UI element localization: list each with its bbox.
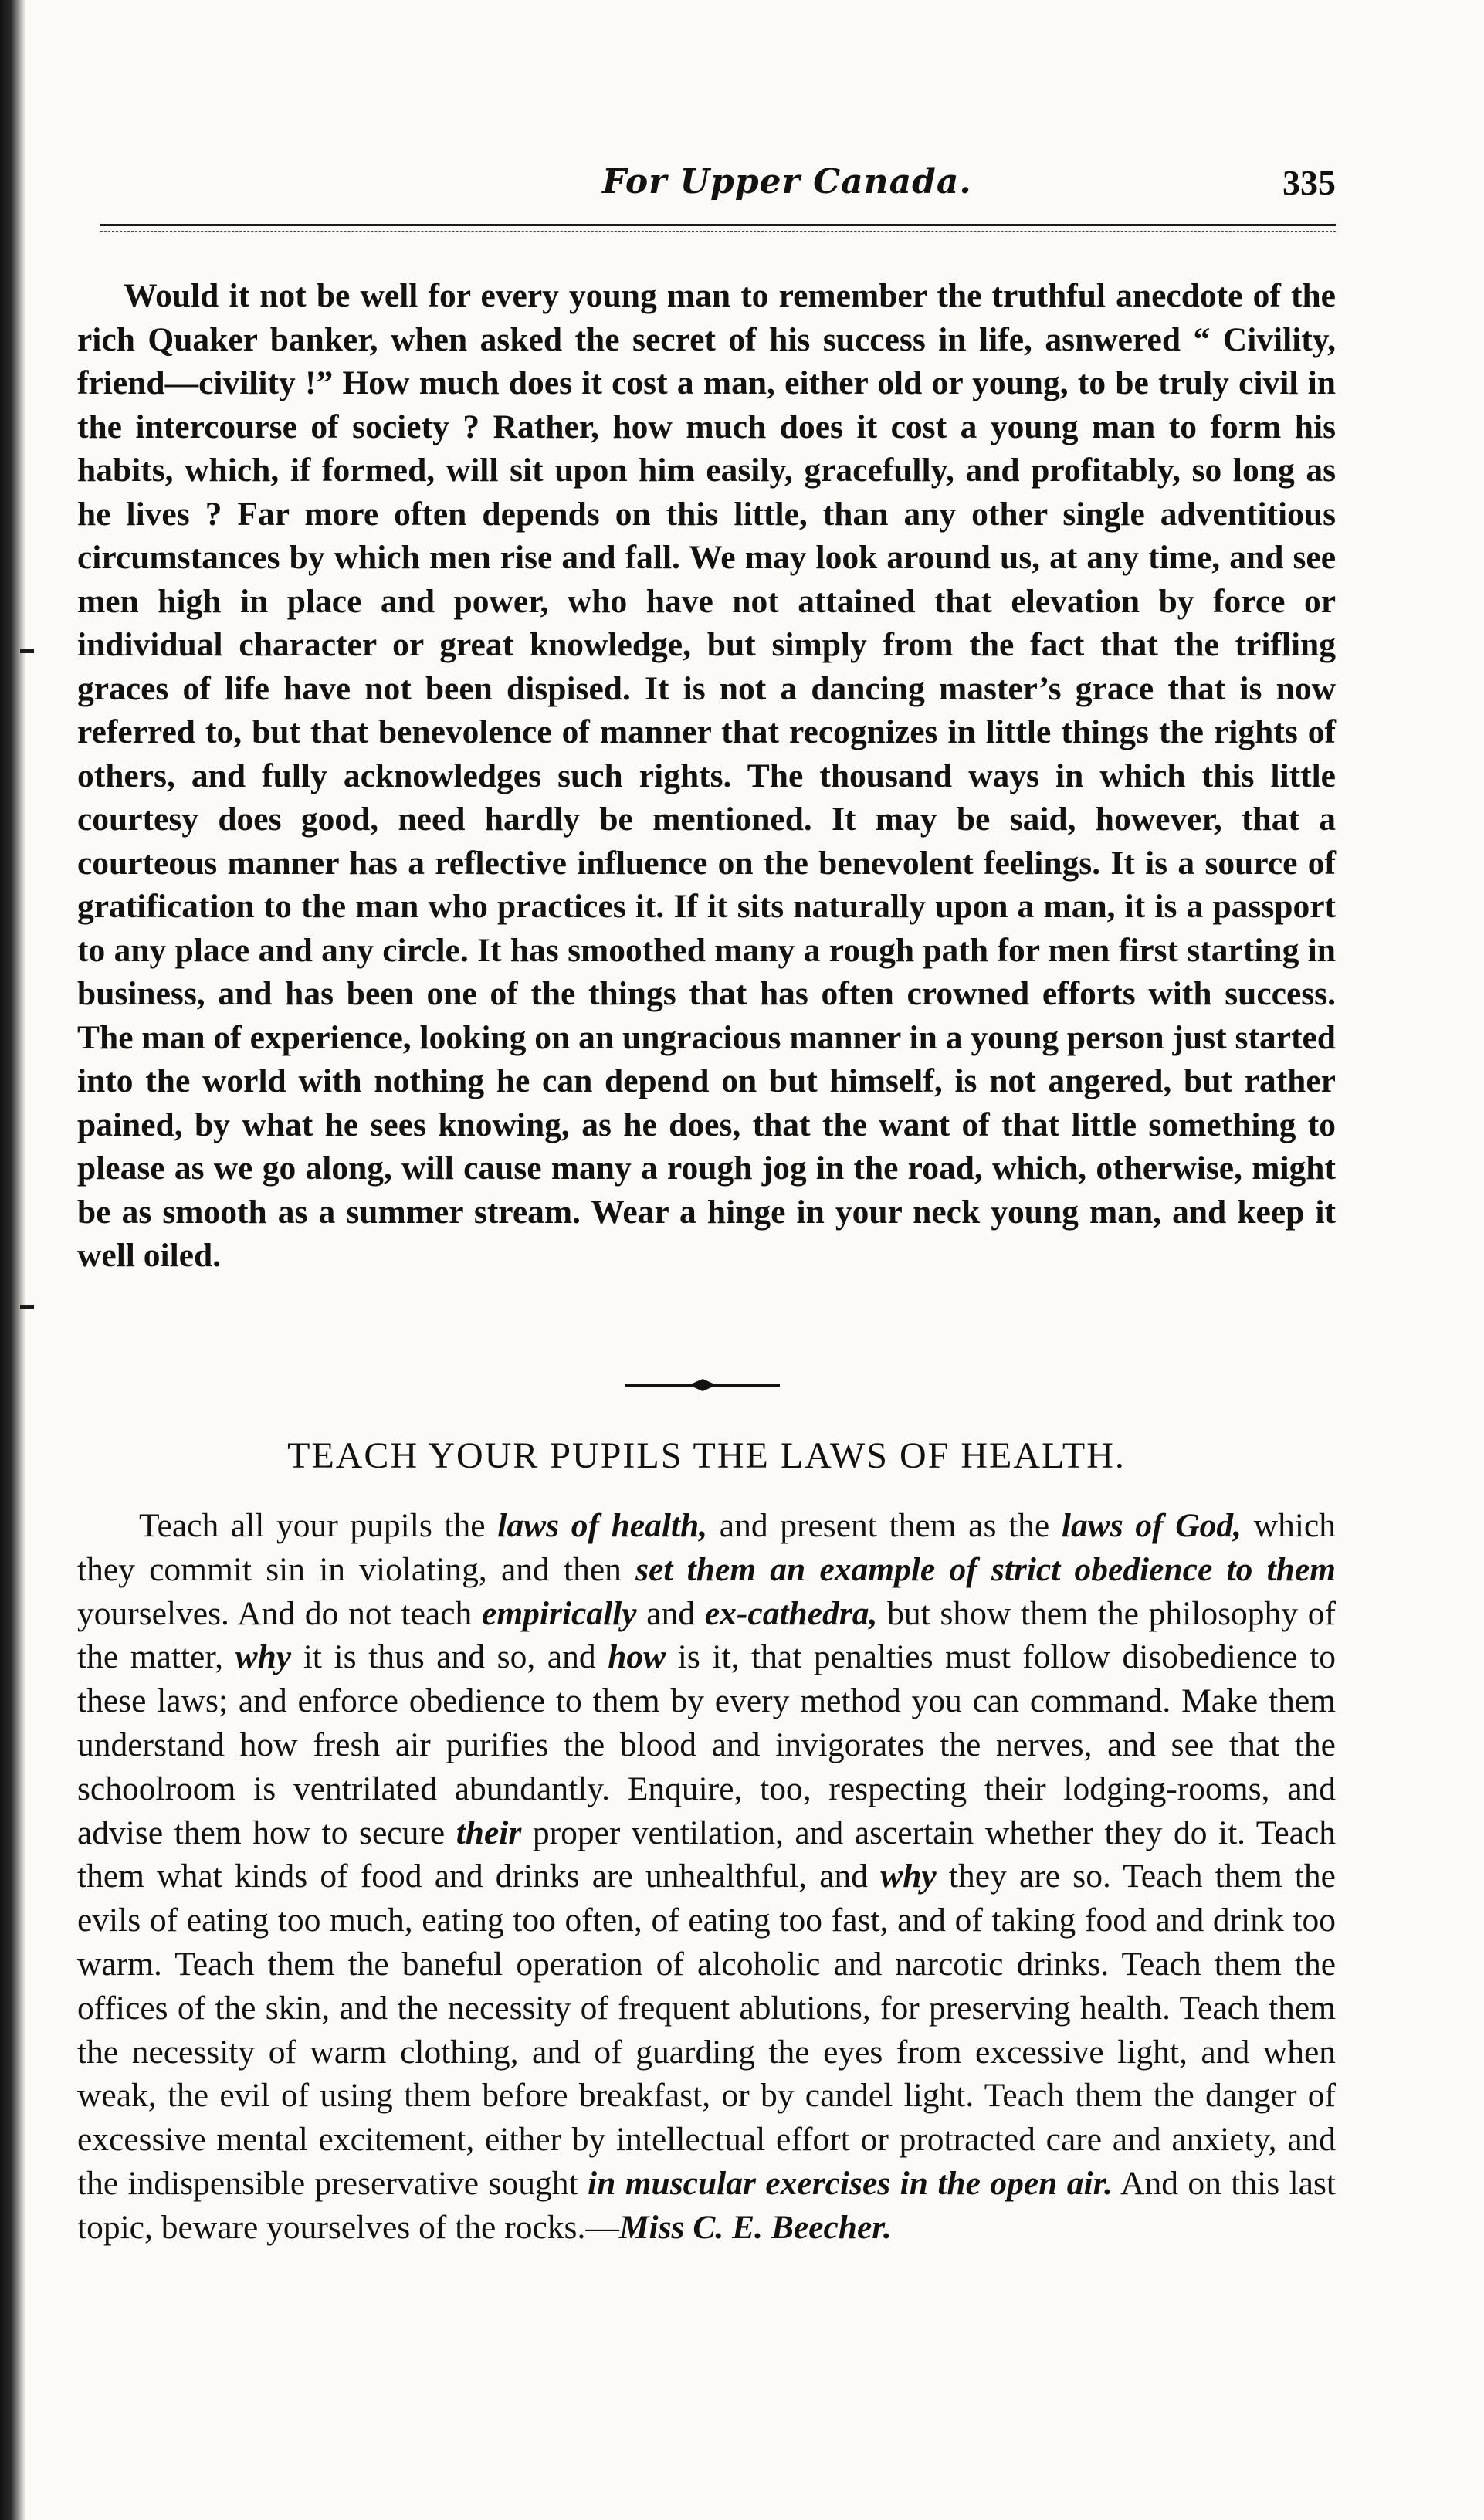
page-header — [100, 162, 1336, 216]
text-run: they are so. Teach them the evils of eating too much, eating too often, of eating too fast, and of taking food and drink too warm. Teach them the baneful operation of alcoholic and narcotic drinks. Teach them the offices of the skin, and the necessity of frequent ablutions, for preserving health. Teach them the necessity of warm clothing, and of guarding the eyes from excessive light, and when weak, the evil of using them before breakfast, or by candel light. Teach them the danger of excessive mental excitement, either by intellectual effort or protracted care and anxiety, and the indispensible preservative sought — [77, 1858, 1336, 2202]
text-run: but show them the philosophy of the matter, — [77, 1594, 1337, 1676]
text-run: proper ventilation, and ascertain whether they do it. Teach them what kinds of food and drinks are unhealthful, and — [77, 1814, 1336, 1895]
author-attribution: Miss C. E. Beecher. — [618, 2208, 892, 2246]
text-run: And on this last topic, beware yourselves of the rocks.— — [77, 2164, 1336, 2246]
emphasis-run: laws of health, — [497, 1507, 708, 1544]
header-rule — [100, 224, 1336, 232]
text-run: yourselves. And do not teach — [77, 1594, 483, 1632]
section-title: TEACH YOUR PUPILS THE LAWS OF HEALTH. — [287, 1435, 1126, 1476]
emphasis-run: laws of God, — [1061, 1507, 1242, 1544]
binding-mark — [20, 1305, 34, 1309]
text-run: it is thus and so, and — [291, 1638, 608, 1676]
text-run: Teach all your pupils the — [139, 1507, 498, 1544]
text-run: is it, that penalties must follow disobedience to these laws; and enforce obedience to them by every method you can command. Make them understand how fresh air purifies the blood and invigorates the nerves, and see that the schoolroom is ventrilated abundantly. Enquire, too, respecting their lodging-rooms, and advise them how to secure — [77, 1638, 1337, 1851]
article-paragraph-health — [77, 1504, 1336, 2250]
text-run: which they commit sin in violating, and then — [77, 1507, 1336, 1588]
emphasis-run: why — [235, 1638, 292, 1676]
emphasis-run: in muscular exercises in the open air. — [587, 2164, 1113, 2202]
emphasis-run: why — [880, 1858, 937, 1895]
emphasis-run: set them an example of strict obedience to them — [635, 1550, 1336, 1588]
text-run: and present them as the — [707, 1507, 1062, 1544]
binding-mark — [20, 649, 34, 653]
running-head: For Upper Canada. — [602, 162, 972, 202]
emphasis-run: ex-cathedra, — [704, 1594, 878, 1632]
section-divider-ornament — [625, 1376, 780, 1394]
page-binding-edge — [0, 0, 26, 2520]
emphasis-run: how — [608, 1638, 666, 1676]
emphasis-run: empirically — [482, 1594, 637, 1632]
text-run: and — [636, 1594, 705, 1632]
article-paragraph-civility: Would it not be well for every young man to remember the truthful anecdote of the rich Quaker banker, when asked the secret of his success in life, asnwered “ Civility, friend—civility !” How much does it cost a man, either old or young, to be truly civil in the intercourse of society ? Rather, how much does it cost a young man to form his habits, which, if formed, will sit upon him easily, gracefully, and profitably, so long as he lives ? Far more often depends on this little, than any other single adventitious circumstances by which men rise and fall. We may look around us, at any time, and see men high in place and power, who have not attained that elevation by force or individual character or great knowledge, but simply from the fact that the trifling graces of life have not been dispised. It is not a dancing master’s grace that is now referred to, but that benevolence of manner that recognizes in little things the rights of others, and fully acknowledges such rights. The thousand ways in which this little courtesy does good, need hardly be mentioned. It may be said, however, that a courteous manner has a reflective influence on the benevolent feelings. It is a source of gratification to the man who practices it. If it sits naturally upon a man, it is a passport to any place and any circle. It has smoothed many a rough path for men first starting in business, and has been one of the things that has often crowned efforts with success. The man of experience, looking on an ungracious manner in a young person just started into the world with nothing he can depend on but himself, is not angered, but rather pained, by what he sees knowing, as he does, that the want of that little something to please as we go along, will cause many a rough jog in the road, which, otherwise, might be as smooth as a summer stream. Wear a hinge in your neck young man, and keep it well oiled. — [77, 277, 1336, 1274]
page-number: 335 — [1282, 163, 1336, 202]
emphasis-run: their — [456, 1814, 522, 1851]
